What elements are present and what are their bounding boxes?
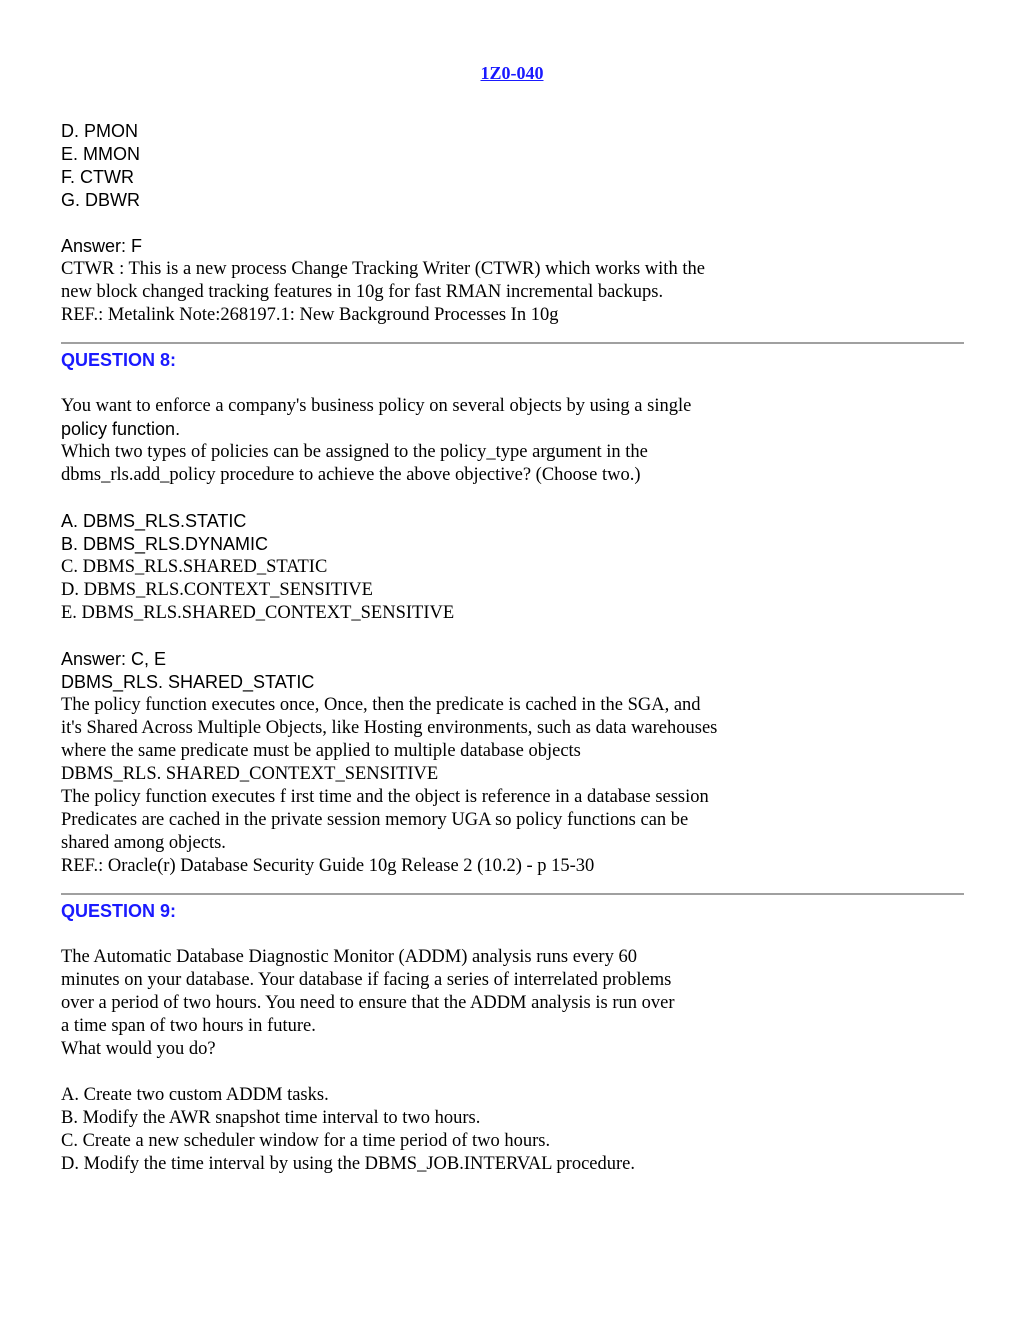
exam-code-link[interactable]: 1Z0-040 bbox=[480, 63, 544, 83]
question-line: Which two types of policies can be assigned to the policy_type argument in the bbox=[61, 442, 648, 462]
explanation-line: CTWR : This is a new process Change Tracking Writer (CTWR) which works with the bbox=[61, 259, 705, 279]
option-a: A. Create two custom ADDM tasks. bbox=[61, 1085, 329, 1105]
question-line: a time span of two hours in future. bbox=[61, 1016, 316, 1036]
option-b: B. DBMS_RLS.DYNAMIC bbox=[61, 534, 269, 554]
explanation-line: it's Shared Across Multiple Objects, like Hosting environments, such as data warehouses bbox=[61, 718, 718, 738]
option-f: F. CTWR bbox=[61, 167, 134, 187]
spacer bbox=[61, 625, 964, 648]
option-e: E. DBMS_RLS.SHARED_CONTEXT_SENSITIVE bbox=[61, 603, 455, 623]
spacer bbox=[61, 372, 964, 395]
option-e: E. MMON bbox=[61, 144, 140, 164]
question-line: minutes on your database. Your database if facing a series of interrelated problems bbox=[61, 970, 672, 990]
question-line: You want to enforce a company's business policy on several objects by using a single bbox=[61, 396, 692, 416]
explanation-line: REF.: Oracle(r) Database Security Guide 10g Release 2 (10.2) - p 15-30 bbox=[61, 856, 595, 876]
question-7-answer: Answer: F bbox=[61, 236, 143, 256]
option-b: B. Modify the AWR snapshot time interval to two hours. bbox=[61, 1108, 481, 1128]
question-7-explanation bbox=[61, 258, 964, 327]
option-d: D. DBMS_RLS.CONTEXT_SENSITIVE bbox=[61, 580, 373, 600]
spacer bbox=[61, 923, 964, 946]
question-9-text bbox=[61, 946, 964, 1061]
explanation-line: The policy function executes once, Once, then the predicate is cached in the SGA, and bbox=[61, 695, 701, 715]
explanation-line: where the same predicate must be applied to multiple database objects bbox=[61, 741, 581, 761]
option-c: C. DBMS_RLS.SHARED_STATIC bbox=[61, 557, 328, 577]
option-d: D. PMON bbox=[61, 121, 139, 141]
explanation-line: DBMS_RLS. SHARED_STATIC bbox=[61, 672, 315, 692]
question-8-options bbox=[61, 510, 964, 625]
question-line: dbms_rls.add_policy procedure to achieve the above objective? (Choose two.) bbox=[61, 465, 641, 485]
question-8-text bbox=[61, 395, 964, 487]
question-8-explanation bbox=[61, 671, 964, 878]
question-9-options bbox=[61, 1084, 964, 1176]
explanation-line: Predicates are cached in the private session memory UGA so policy functions can be bbox=[61, 810, 689, 830]
question-8-title: QUESTION 8: bbox=[61, 350, 177, 370]
question-line: policy function. bbox=[61, 419, 181, 439]
question-8-answer: Answer: C, E bbox=[61, 649, 167, 669]
explanation-line: new block changed tracking features in 10g for fast RMAN incremental backups. bbox=[61, 282, 664, 302]
explanation-line: The policy function executes f irst time and the object is reference in a database session bbox=[61, 787, 709, 807]
question-line: over a period of two hours. You need to ensure that the ADDM analysis is run over bbox=[61, 993, 675, 1013]
question-7-options bbox=[61, 120, 964, 212]
option-d: D. Modify the time interval by using the DBMS_JOB.INTERVAL procedure. bbox=[61, 1154, 636, 1174]
question-line: The Automatic Database Diagnostic Monitor (ADDM) analysis runs every 60 bbox=[61, 947, 637, 967]
option-a: A. DBMS_RLS.STATIC bbox=[61, 511, 247, 531]
explanation-line: shared among objects. bbox=[61, 833, 226, 853]
option-c: C. Create a new scheduler window for a time period of two hours. bbox=[61, 1131, 551, 1151]
question-9-title: QUESTION 9: bbox=[61, 901, 177, 921]
option-g: G. DBWR bbox=[61, 190, 140, 210]
spacer bbox=[61, 212, 964, 235]
spacer bbox=[61, 1061, 964, 1084]
page-header bbox=[0, 62, 1024, 84]
section-divider bbox=[61, 893, 964, 895]
explanation-line: REF.: Metalink Note:268197.1: New Background Processes In 10g bbox=[61, 305, 559, 325]
question-line: What would you do? bbox=[61, 1039, 216, 1059]
spacer bbox=[61, 487, 964, 510]
explanation-line: DBMS_RLS. SHARED_CONTEXT_SENSITIVE bbox=[61, 764, 439, 784]
document-body bbox=[61, 120, 964, 1176]
section-divider bbox=[61, 342, 964, 344]
